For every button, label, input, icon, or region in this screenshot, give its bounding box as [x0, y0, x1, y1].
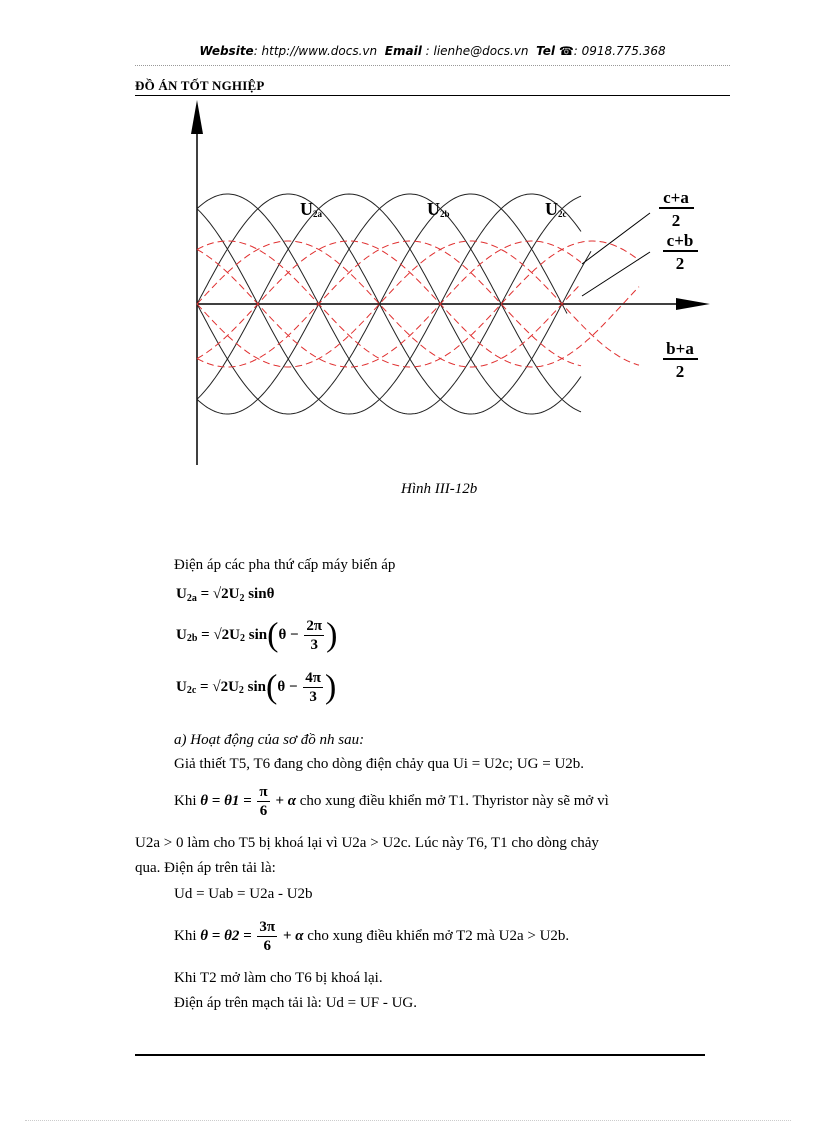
label-u2b: U2b	[427, 199, 450, 219]
label-ba-half	[663, 339, 698, 381]
email-label: Email	[384, 44, 422, 58]
svg-text:2: 2	[675, 254, 685, 273]
section-a-heading: a) Hoạt động của sơ đồ nh sau:	[174, 732, 365, 748]
body-line-4: qua. Điện áp trên tải là:	[135, 860, 276, 876]
svg-text:c+a: c+a	[663, 188, 689, 207]
equation-u2c: $U_{2c} = √2U_2$ sin(θ − $\frac{4\pi}{3}$ )	[176, 668, 337, 706]
body-line-8: Điện áp trên mạch tải là: Ud = UF - UG.	[174, 995, 417, 1011]
leader-ca	[582, 213, 650, 264]
label-ca-half	[659, 188, 694, 230]
tel-value: : 0918.775.368	[573, 44, 666, 58]
y-axis-arrow	[191, 100, 203, 134]
label-cb-half	[663, 231, 698, 273]
phone-icon: ☎	[558, 44, 574, 58]
waveform-figure	[0, 0, 816, 500]
body-line-7: Khi T2 mở làm cho T6 bị khoá lại.	[174, 970, 383, 986]
footer-divider	[135, 1054, 705, 1056]
intro-line: Điện áp các pha thứ cấp máy biến áp	[174, 557, 396, 573]
page-bottom-border	[25, 1120, 791, 1121]
svg-text:b+a: b+a	[666, 339, 694, 358]
khi-theta1-line: Khi θ = θ1 = $\frac{\pi}{6}$ + α cho xung điều khiển mở T1. Thyristor này sẽ mở vì	[174, 784, 609, 819]
leader-cb	[582, 252, 650, 296]
website-url[interactable]: : http://www.docs.vn	[253, 44, 378, 58]
equation-u2b: $U_{2b} = √2U_2$ sin(θ − $\frac{2\pi}{3}$ )	[176, 616, 338, 654]
svg-text:2: 2	[675, 362, 685, 381]
label-u2c: U2c	[545, 199, 567, 219]
figure-caption: Hình III-12b	[401, 481, 478, 497]
x-axis-arrow	[676, 298, 710, 310]
tel-label: Tel	[536, 44, 556, 58]
body-line-5: Ud = Uab = U2a - U2b	[174, 886, 313, 902]
equation-u2a: $U_{2a} = √2U_2$ sinθ	[176, 586, 275, 604]
body-line-1: Giả thiết T5, T6 đang cho dòng điện chảy qua Ui = U2c; UG = U2b.	[174, 756, 585, 772]
doc-title: ĐỒ ÁN TỐT NGHIỆP	[135, 78, 265, 93]
website-label: Website	[199, 44, 254, 58]
khi-theta2-line: Khi θ = θ2 = $\frac{3\pi}{6}$ + α cho xung điều khiển mở T2 mà U2a > U2b.	[174, 919, 570, 954]
body-line-3: U2a > 0 làm cho T5 bị khoá lại vì U2a > U2c. Lúc này T6, T1 cho dòng chảy	[135, 835, 599, 851]
email-value[interactable]: : lienhe@docs.vn	[425, 44, 529, 58]
label-u2a: U2a	[300, 199, 322, 219]
svg-text:c+b: c+b	[666, 231, 694, 250]
svg-text:2: 2	[671, 211, 681, 230]
